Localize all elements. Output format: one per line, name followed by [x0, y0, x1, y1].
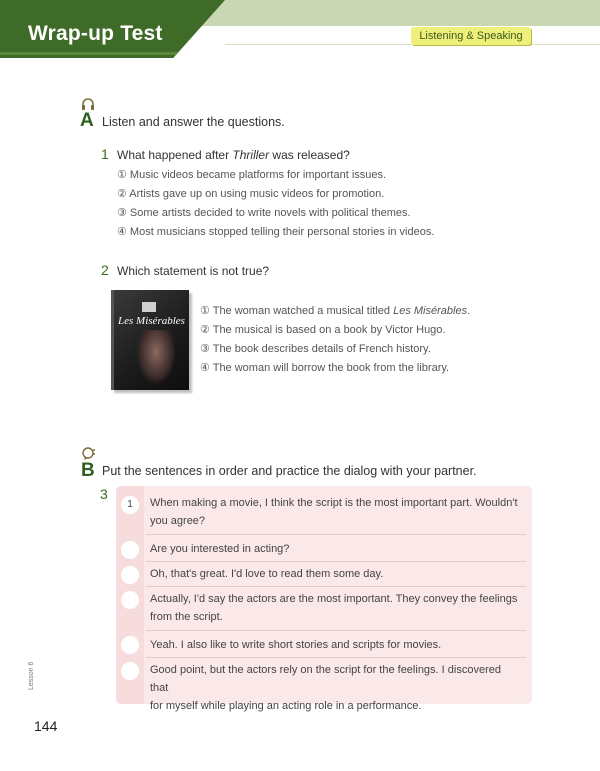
q1-text: What happened after Thriller was released?	[117, 148, 350, 162]
book-illustration	[136, 330, 176, 385]
dialog-line: When making a movie, I think the script is the most important part. Wouldn't you agree?	[150, 497, 518, 527]
q1-option[interactable]: ① Music videos became platforms for important issues.	[117, 169, 387, 181]
page-number: 144	[34, 718, 58, 734]
row-divider	[146, 630, 526, 631]
row-divider	[146, 586, 526, 587]
dialog-line: Good point, but the actors rely on the script for the feelings. I discovered that for myself while playing an acting role in a performance.	[150, 664, 501, 712]
q1-option[interactable]: ③ Some artists decided to write novels with political themes.	[117, 207, 411, 219]
book-flag	[142, 302, 156, 312]
page-title: Wrap-up Test	[28, 22, 163, 45]
book-title: Les Misérables	[118, 315, 185, 327]
q2-option[interactable]: ③ The book describes details of French history.	[200, 343, 431, 355]
order-circle[interactable]: 1	[121, 496, 139, 514]
q2-text: Which statement is not true?	[117, 264, 270, 278]
headphone-icon	[81, 98, 95, 110]
row-divider	[146, 561, 526, 562]
q2-option[interactable]: ② The musical is based on a book by Victor Hugo.	[200, 324, 446, 336]
section-a-letter: A	[80, 110, 94, 131]
book-cover-image	[111, 290, 189, 390]
q2-option[interactable]: ④ The woman will borrow the book from the library.	[200, 362, 450, 374]
section-a-instruction: Listen and answer the questions.	[102, 115, 285, 129]
order-circle[interactable]	[121, 636, 139, 654]
lesson-side-label: Lesson 6	[28, 661, 35, 690]
q1-option[interactable]: ② Artists gave up on using music videos for promotion.	[117, 188, 385, 200]
row-divider	[146, 534, 526, 535]
order-circle[interactable]	[121, 541, 139, 559]
order-circle[interactable]	[121, 566, 139, 584]
q2-option[interactable]: ① The woman watched a musical titled Les Misérables.	[200, 305, 471, 317]
dialog-line: Actually, I'd say the actors are the most important. They convey the feelings from the script.	[150, 593, 518, 623]
dialog-line: Are you interested in acting?	[150, 543, 290, 555]
order-circle[interactable]	[121, 662, 139, 680]
q2-number: 2	[101, 262, 109, 278]
q1-option[interactable]: ④ Most musicians stopped telling their personal stories in videos.	[117, 226, 435, 238]
q1-number: 1	[101, 146, 109, 162]
q3-number: 3	[100, 486, 108, 502]
row-divider	[146, 657, 526, 658]
section-b-instruction: Put the sentences in order and practice the dialog with your partner.	[102, 464, 477, 478]
dialog-line: Yeah. I also like to write short stories and scripts for movies.	[150, 639, 442, 651]
skill-tag: Listening & Speaking	[411, 27, 531, 45]
order-circle[interactable]	[121, 591, 139, 609]
section-b-letter: B	[81, 460, 95, 481]
dialog-line: Oh, that's great. I'd love to read them some day.	[150, 568, 384, 580]
speech-icon	[82, 446, 96, 460]
